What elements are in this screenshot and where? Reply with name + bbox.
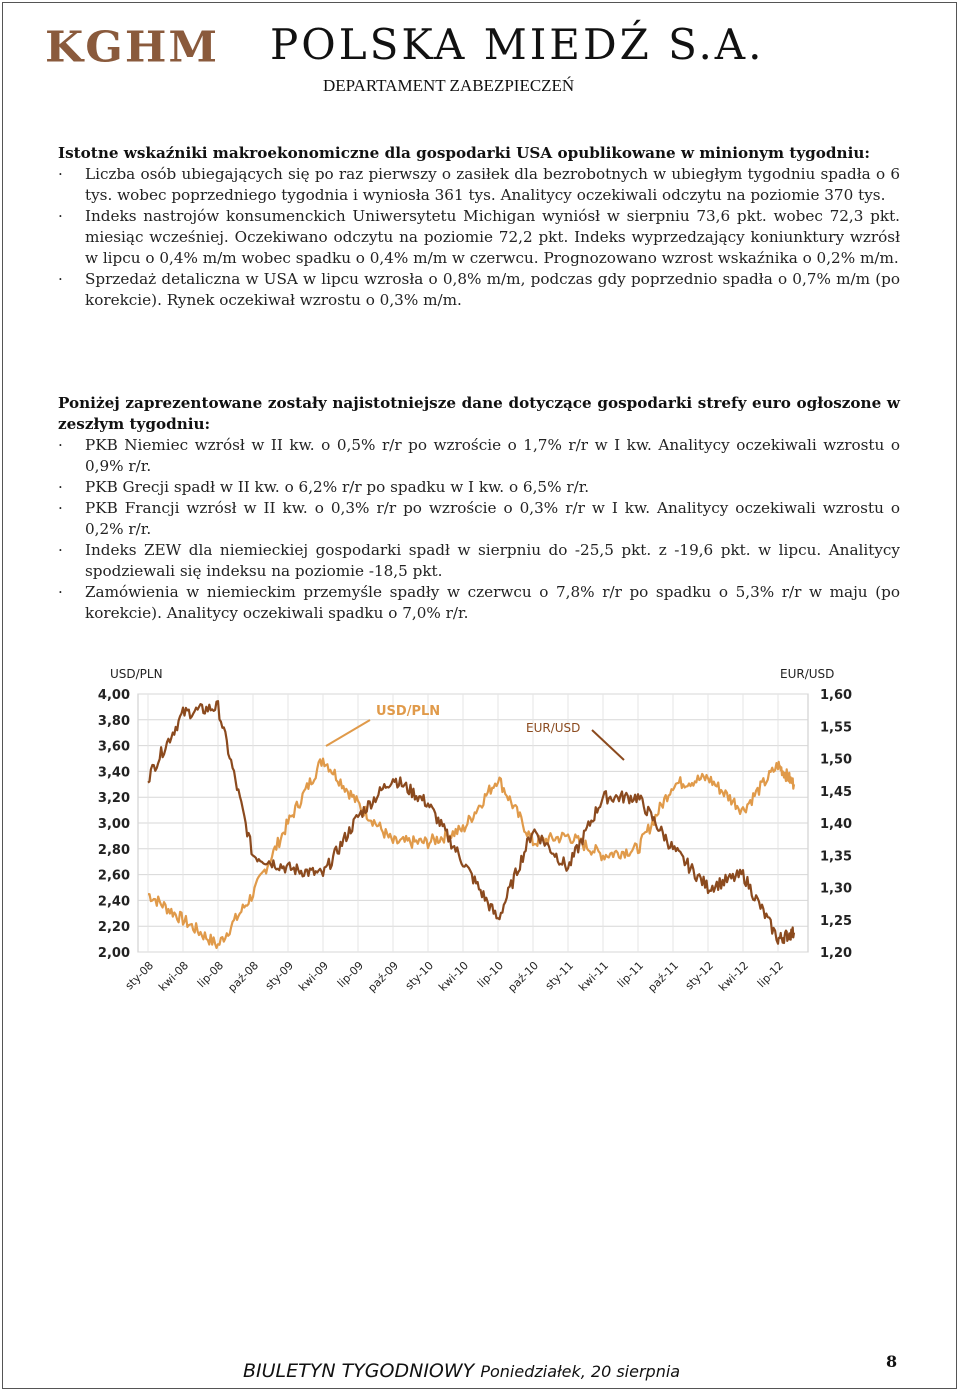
x-tick-label: kwi-08 (156, 958, 192, 994)
bullet-dot: · (58, 165, 63, 183)
list-item (58, 206, 900, 269)
right-tick-label: 1,45 (820, 784, 853, 800)
left-tick-label: 2,20 (97, 920, 130, 936)
list-item-text: PKB Francji wzrósł w II kw. o 0,3% r/r po wzroście o 0,3% r/r w I kw. Analitycy oczekiwali wzrostu o 0,2% r/r. (85, 499, 900, 538)
right-tick-label: 1,50 (820, 752, 853, 768)
bullet-dot: · (58, 207, 63, 225)
department-name: DEPARTAMENT ZABEZPIECZEŃ (323, 76, 575, 95)
x-tick-label: lip-08 (194, 958, 227, 991)
list-item (58, 269, 900, 311)
left-tick-label: 3,00 (97, 817, 130, 832)
right-tick-label: 1,25 (820, 913, 853, 929)
x-tick-label: sty-11 (542, 958, 577, 993)
list-item-text: Zamówienia w niemieckim przemyśle spadły w czerwcu o 7,8% r/r po spadku o 5,3% r/r w maju (po korekcie). Analitycy oczekiwali spadku o 7,0% r/r. (85, 583, 900, 622)
x-tick-label: kwi-09 (296, 958, 332, 994)
x-tick-label: paź-10 (505, 958, 542, 995)
list-item (58, 582, 900, 624)
x-tick-label: lip-11 (614, 958, 647, 991)
bullet-dot: · (58, 478, 63, 496)
header (45, 22, 219, 72)
bullet-dot: · (58, 583, 63, 601)
left-axis-label: USD/PLN (110, 667, 163, 681)
left-tick-label: 2,60 (97, 868, 130, 884)
list-item (58, 540, 900, 582)
x-tick-label: lip-10 (474, 958, 507, 991)
x-tick-label: lip-09 (334, 958, 367, 991)
left-tick-label: 3,80 (97, 713, 130, 729)
fx-chart-svg (80, 660, 880, 1010)
usa-section (58, 143, 900, 311)
footer (243, 1360, 680, 1382)
left-tick-label: 3,20 (97, 791, 130, 807)
bullet-dot: · (58, 436, 63, 454)
list-item-text: Sprzedaż detaliczna w USA w lipcu wzrosła o 0,8% m/m, podczas gdy poprzednio spadła o 0,7% m/m (po korekcie). Rynek oczekiwał wzrostu o 0,3% m/m. (85, 270, 900, 309)
list-item (58, 498, 900, 540)
x-tick-label: sty-10 (402, 958, 437, 993)
left-tick-label: 2,00 (97, 946, 130, 961)
kghm-logo: KGHM (45, 23, 220, 72)
list-item (58, 435, 900, 477)
right-tick-label: 1,35 (820, 849, 853, 865)
right-tick-label: 1,55 (820, 720, 853, 736)
x-tick-label: kwi-12 (716, 958, 752, 994)
list-item-text: PKB Niemiec wzrósł w II kw. o 0,5% r/r po wzroście o 1,7% r/r w I kw. Analitycy oczekiwali wzrostu o 0,9% r/r. (85, 436, 900, 475)
right-tick-label: 1,20 (820, 946, 853, 961)
company-name: POLSKA MIEDŹ S.A. (270, 20, 765, 69)
left-tick-label: 4,00 (97, 688, 130, 703)
x-tick-label: paź-08 (225, 958, 262, 995)
annotation-usd-pln: USD/PLN (376, 704, 441, 719)
right-tick-label: 1,30 (820, 881, 853, 897)
bullet-dot: · (58, 541, 63, 559)
usa-section-title: Istotne wskaźniki makroekonomiczne dla gospodarki USA opublikowane w minionym tygodniu: (58, 144, 871, 162)
list-item-text: Indeks ZEW dla niemieckiej gospodarki spadł w sierpniu do -25,5 pkt. z -19,6 pkt. w lipcu. Analitycy spodziewali się indeksu na poziomie -18,5 pkt. (85, 541, 900, 580)
fx-chart (80, 660, 880, 1010)
left-tick-label: 3,60 (97, 739, 130, 755)
right-axis-label: EUR/USD (780, 667, 835, 681)
annotation-eur-usd: EUR/USD (526, 721, 581, 735)
euro-section-title: Poniżej zaprezentowane zostały najistotniejsze dane dotyczące gospodarki strefy euro ogłoszone w zeszłym tygodniu: (58, 394, 900, 433)
page-number: 8 (886, 1352, 898, 1371)
list-item-text: PKB Grecji spadł w II kw. o 6,2% r/r po spadku w I kw. o 6,5% r/r. (85, 478, 590, 496)
x-tick-label: paź-09 (365, 958, 402, 995)
right-tick-label: 1,40 (820, 817, 853, 832)
list-item-text: Liczba osób ubiegających się po raz pierwszy o zasiłek dla bezrobotnych w ubiegłym tygodniu spadła o 6 tys. wobec poprzedniego tygodnia i wyniosła 361 tys. Analitycy oczekiwali odczytu na poziomie 370 tys. (85, 165, 900, 204)
list-item (58, 164, 900, 206)
x-tick-label: sty-09 (262, 958, 297, 993)
x-tick-label: sty-08 (122, 958, 157, 993)
euro-section (58, 393, 900, 624)
list-item-text: Indeks nastrojów konsumenckich Uniwersytetu Michigan wyniósł w sierpniu 73,6 pkt. wobec 72,3 pkt. miesiąc wcześniej. Oczekiwano odczytu na poziomie 72,2 pkt. Indeks wyprzedzający koniunktury wzrósł w lipcu o 0,4% m/m wobec spadku o 0,4% m/m w czerwcu. Prognozowano wzrost wskaźnika o 0,2% m/m. (85, 207, 900, 267)
right-tick-label: 1,60 (820, 688, 853, 703)
bullet-dot: · (58, 270, 63, 288)
x-tick-label: sty-12 (682, 958, 717, 993)
list-item (58, 477, 900, 498)
x-tick-label: kwi-10 (436, 958, 472, 994)
x-tick-label: paź-11 (645, 958, 682, 995)
bullet-dot: · (58, 499, 63, 517)
left-tick-label: 2,80 (97, 842, 130, 858)
x-tick-label: kwi-11 (576, 958, 612, 994)
bulletin-date: Poniedziałek, 20 sierpnia (480, 1362, 681, 1381)
left-tick-label: 2,40 (97, 894, 130, 910)
bulletin-title: BIULETYN TYGODNIOWY (243, 1360, 475, 1382)
left-tick-label: 3,40 (97, 765, 130, 781)
x-tick-label: lip-12 (754, 958, 787, 991)
